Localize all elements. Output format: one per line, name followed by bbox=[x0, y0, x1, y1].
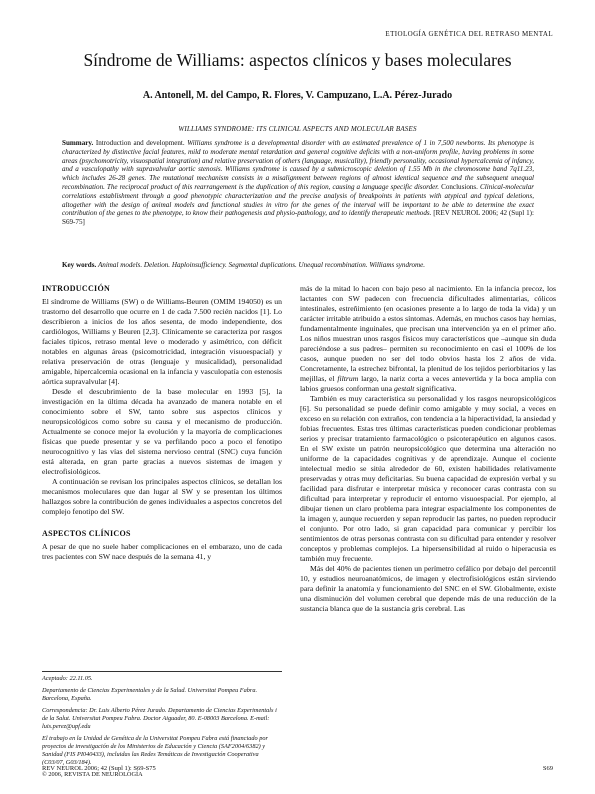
paragraph: más de la mitad lo hacen con bajo peso al nacimiento. En la infancia precoz, los lactantes con SW padecen con frecuencia dificultades alimentarias, cólicos intestinales, estreñimiento (en ocasiones presente a lo largo de toda la vida) y un carácter irritable atribuido a estos síntomas. Además, en muchos casos hay hernias, fundamentalmente inguinales, que precisan una intervención ya en el primer año. Los niños muestran unos rasgos físicos muy característicos que –aunque sin duda pareciéndose a sus padres– permiten su reconocimiento en casi el 100% de los casos, aunque pueden no ser del todo obvios hasta los 2 años de vida. Concretamente, la estrechez bifrontal, la plenitud de los tejidos periorbitarios y las mejillas, el filtrum largo, la nariz corta a veces antevertida y la boca amplia con labios gruesos conforman una gestalt significativa. bbox=[300, 284, 557, 393]
footer-journal: REV NEUROL 2006; 42 (Supl 1): S69-S75 bbox=[42, 765, 156, 772]
keywords-text: Animal models. Deletion. Haploinsufficiency. Segmental duplications. Unequal recombination. Williams syndrome. bbox=[97, 261, 426, 269]
english-title: WILLIAMS SYNDROME: ITS CLINICAL ASPECTS AND MOLECULAR BASES bbox=[178, 125, 417, 133]
conclusions-label: Conclusions. bbox=[441, 182, 478, 191]
keywords bbox=[62, 261, 534, 270]
heading-clinical-aspects: ASPECTOS CLÍNICOS bbox=[42, 529, 131, 538]
conclusions-text: Clinical-molecular correlations establishment through a good phenotypic characterization and the precise analysis of breakpoints in patients with atypical and typical deletions, altogether with the design of animal models and functional studies in vitro for the genes of the interval will be important to be able to determine the exact contribution of the genes to the phenotype, to know their pathogenesis and physio-pathology, and to identify therapeutic methods. bbox=[62, 182, 534, 218]
paragraph: Más del 40% de pacientes tienen un perímetro cefálico por debajo del percentil 10, y estudios neuroanatómicos, de imagen y electrofisiológicos están sirviendo para definir la anatomía y funcionamiento del SNC en el SW. Globalmente, existe una disminución del volumen cerebral que depende más de una reducción de la sustancia blanca que de la sustancia gris cerebral. Las bbox=[300, 564, 556, 613]
heading-introduction: INTRODUCCIÓN bbox=[42, 284, 111, 293]
funding: El trabajo en la Unidad de Genética de la Universitat Pompeu Fabra está financiado por proyectos de investigación de los Ministerios de Educación y Ciencia (SAF2004/6382) y Sanidad (FIS PI040433), incluidas las Redes Temáticas de Investigación Cooperativa (C03/07, G03/184). bbox=[42, 735, 268, 766]
page-number: S69 bbox=[542, 765, 553, 772]
abstract bbox=[62, 139, 534, 227]
article-title: Síndrome de Williams: aspectos clínicos y bases moleculares bbox=[83, 50, 512, 70]
right-column bbox=[300, 284, 556, 614]
left-column bbox=[42, 284, 282, 562]
paragraph: Desde el descubrimiento de la base molecular en 1993 [5], la investigación en la última década ha avanzado de manera notable en el conocimiento sobre el SW, tanto sobre sus aspectos clínicos y neuropsicológicos como sobre su causa y el mecanismo de producción. Actualmente se conoce mejor la evolución y la mayoría de complicaciones físicas que puede presentar y se va perfilando poco a poco el fenotipo neurocognitivo y las vías del sistema nervioso central (SNC) cuya función está alterada, en gran parte gracias a nuevos sistemas de imagen y electrofisiológicos. bbox=[42, 387, 282, 476]
intro-text: Williams syndrome is a developmental disorder with an estimated prevalence of 1 in 7,500 newborns. Its phenotype is characterized by distinctive facial features, mild to moderate mental retardation and general cognitive deficits with a non-uniform profile, having problems in some areas (psychomotricity, visuospatial integration) and relative preservation of others (language, musicality), friendly personality, occasional hypercalcemia of infancy, and a vasculopathy with supravalvular aortic stenosis. Williams syndrome is caused by a submicroscopic deletion of 1.55 Mb in the chromosome band 7q11.23, which includes 26-28 genes. The mutational mechanism consists in a misalignment between regions of almost identical sequence and the subsequent unequal recombination. The reciprocal product of this rearrangement is the duplication of this region, causing a language specific disorder. bbox=[62, 139, 534, 191]
copyright: © 2006, REVISTA DE NEUROLOGÍA bbox=[42, 771, 143, 778]
paragraph: El síndrome de Williams (SW) o de Williams-Beuren (OMIM 194050) es un trastorno del desarrollo que ocurre en 1 de cada 7.500 recién nacidos [1]. Lo describieron a inicios de los años sesenta, de modo independiente, dos cardiólogos, Williams y Beuren [2,3]. Clínicamente se caracteriza por rasgos faciales típicos, retraso mental leve o moderado y asimétrico, con déficit notables en algunas áreas (psicomotricidad, integración visuoespacial) y relativa preservación de otras (lenguaje y musicalidad), personalidad amigable, hipercalcemia ocasional en la infancia y vasculopatía con estenosis aórtica supravalvular [4]. bbox=[42, 297, 282, 386]
summary-label: Summary. bbox=[62, 139, 94, 147]
citation: [REV NEUROL 2006; 42 (Supl 1): S69-75] bbox=[62, 209, 535, 227]
paragraph: A continuación se revisan los principales aspectos clínicos, se detallan los mecanismos moleculares que dan lugar al SW y se presentan los últimos hallazgos sobre la contribución de genes individuales a aspectos concretos del complejo fenotipo del SW. bbox=[42, 477, 282, 516]
intro-label: Introduction and development. bbox=[95, 139, 185, 147]
footnote-rule bbox=[42, 671, 282, 672]
running-header: ETIOLOGÍA GENÉTICA DEL RETRASO MENTAL bbox=[385, 30, 553, 38]
authors: A. Antonell, M. del Campo, R. Flores, V. Campuzano, L.A. Pérez-Jurado bbox=[142, 90, 453, 101]
correspondence: Correspondencia: Dr. Luis Alberto Pérez Jurado. Departamento de Ciencias Experimentals i de la Salut. Universitat Pompeu Fabra. Doctor Aiguader, 80. E-08003 Barcelona. E-mail: luis.perez@upf.edu bbox=[42, 707, 277, 730]
accepted-date: Aceptado: 22.11.05. bbox=[42, 675, 93, 682]
paragraph: También es muy característica su personalidad y los rasgos neuropsicológicos [6]. Su personalidad se puede definir como amigable y muy social, a veces en exceso en su relación con extraños, con tendencia a la hiperactividad, la ansiedad y fobias frecuentes. Estas tres últimas características pueden condicionar problemas serios y precisar tratamiento farmacológico o psicoterapéutico en algunos casos. En el SW existe un patrón neuropsicológico que determina una alteración no uniforme de la capacidades cognitivas y de aprendizaje. Aunque el cociente intelectual medio se sitúa alrededor de 60, existen habilidades relativamente preservadas y otras muy deficitarias. Su buena capacidad de expresión verbal y su facilidad para disfrutar e interpretar música y reconocer caras contrasta con su dificultad para interpretar y reproducir el entorno visuoespacial. Por ejemplo, al dibujar tienen un claro problema para integrar espacialmente los componentes de la imagen y, aunque recuerden y sepan reproducir las partes, no pueden reproducir el conjunto. Por otro lado, si gran capacidad para comunicar y percibir los sentimientos de otras personas contrasta con su dificultad para entender y resolver conceptos y problemas complejos. La hipersensibilidad al ruido o hiperacusia es también muy frecuente. bbox=[300, 394, 556, 563]
paragraph: A pesar de que no suele haber complicaciones en el embarazo, uno de cada tres pacientes con SW nace después de la semana 41, y bbox=[42, 542, 282, 561]
affiliation: Departamento de Ciencias Experimentales y de la Salud. Universitat Pompeu Fabra. Barcelona, España. bbox=[42, 687, 258, 702]
keywords-label: Key words. bbox=[62, 261, 97, 269]
